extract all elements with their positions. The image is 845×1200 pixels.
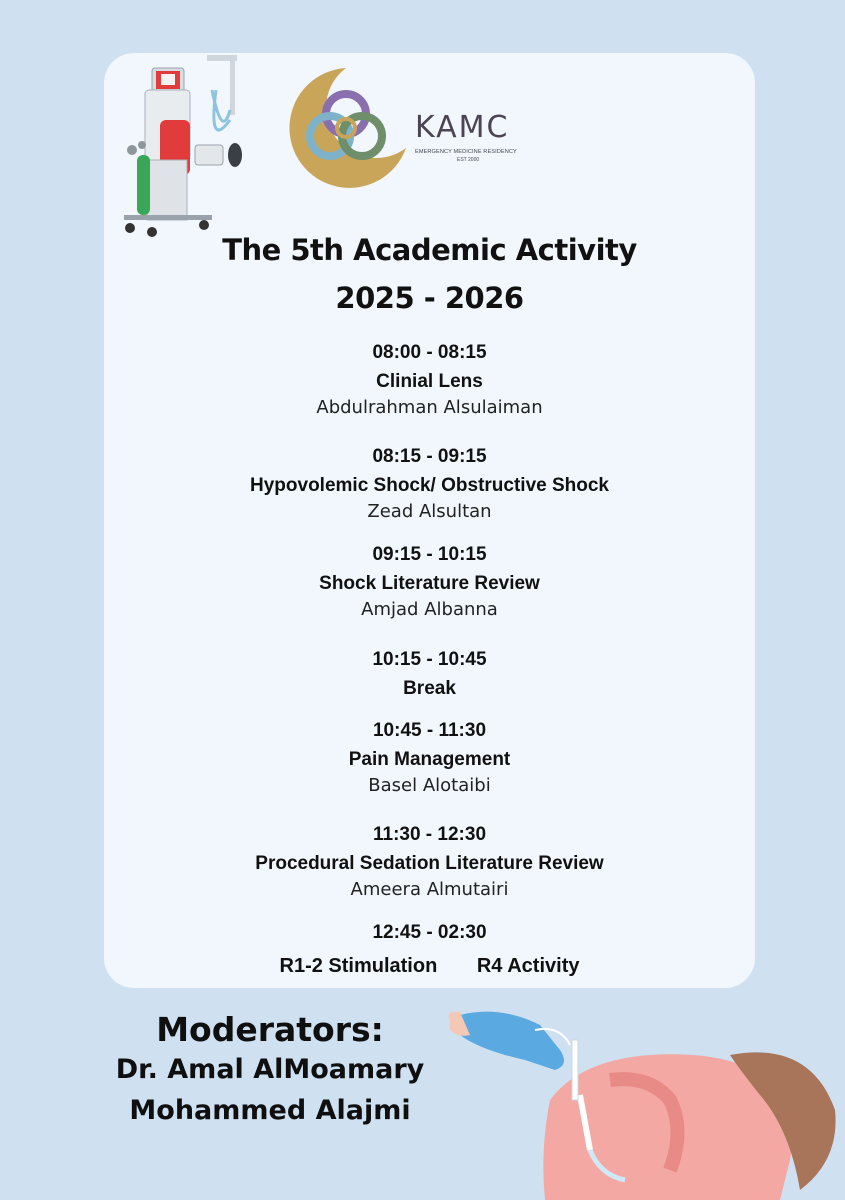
- schedule-time: 11:30 - 12:30: [372, 824, 487, 845]
- activity-r1-2: R1-2 Stimulation: [279, 955, 438, 977]
- schedule-topic: Break: [403, 678, 456, 699]
- schedule-presenter: Amjad Albanna: [361, 599, 498, 620]
- schedule-item: [104, 544, 755, 621]
- page-title: The 5th Academic Activity: [222, 233, 637, 267]
- schedule-presenter: Ameera Almutairi: [350, 879, 509, 900]
- schedule-presenter: Basel Alotaibi: [368, 775, 491, 796]
- activity-r4: R4 Activity: [476, 955, 580, 977]
- schedule-item: [104, 824, 755, 901]
- schedule-time: 10:15 - 10:45: [372, 649, 487, 670]
- page-subtitle-years: 2025 - 2026: [335, 281, 524, 315]
- schedule-time: 12:45 - 02:30: [372, 922, 487, 943]
- schedule-time: 10:45 - 11:30: [372, 720, 487, 741]
- kamc-logo-icon: [282, 64, 410, 192]
- schedule-topic: Procedural Sedation Literature Review: [255, 853, 604, 874]
- ventilator-illustration: [112, 50, 247, 240]
- schedule-item: [104, 342, 755, 419]
- schedule-topic: Hypovolemic Shock/ Obstructive Shock: [250, 475, 609, 496]
- moderator-name: Dr. Amal AlMoamary: [115, 1054, 425, 1085]
- moderator-name: Mohammed Alajmi: [129, 1095, 411, 1126]
- schedule-topic: Shock Literature Review: [319, 573, 540, 594]
- schedule-presenter: Abdulrahman Alsulaiman: [316, 397, 543, 418]
- schedule-item: [104, 649, 755, 700]
- schedule-item: [104, 720, 755, 797]
- schedule-time: 08:00 - 08:15: [372, 342, 487, 363]
- schedule-presenter: Zead Alsultan: [367, 501, 492, 522]
- schedule-time: 08:15 - 09:15: [372, 446, 487, 467]
- intubation-illustration: [440, 1000, 845, 1200]
- moderators-heading: Moderators:: [156, 1010, 384, 1049]
- logo-name: KAMC: [415, 110, 510, 145]
- schedule-topic: Clinial Lens: [376, 371, 483, 392]
- kamc-logo-text: [415, 110, 535, 163]
- schedule-time: 09:15 - 10:15: [372, 544, 487, 565]
- schedule-topic: Pain Management: [348, 749, 511, 770]
- schedule-item: [104, 922, 755, 944]
- logo-established: EST 2000: [457, 157, 480, 163]
- parallel-activities: [104, 955, 755, 978]
- logo-subtitle: EMERGENCY MEDICINE RESIDENCY: [415, 149, 517, 155]
- schedule-item: [104, 446, 755, 523]
